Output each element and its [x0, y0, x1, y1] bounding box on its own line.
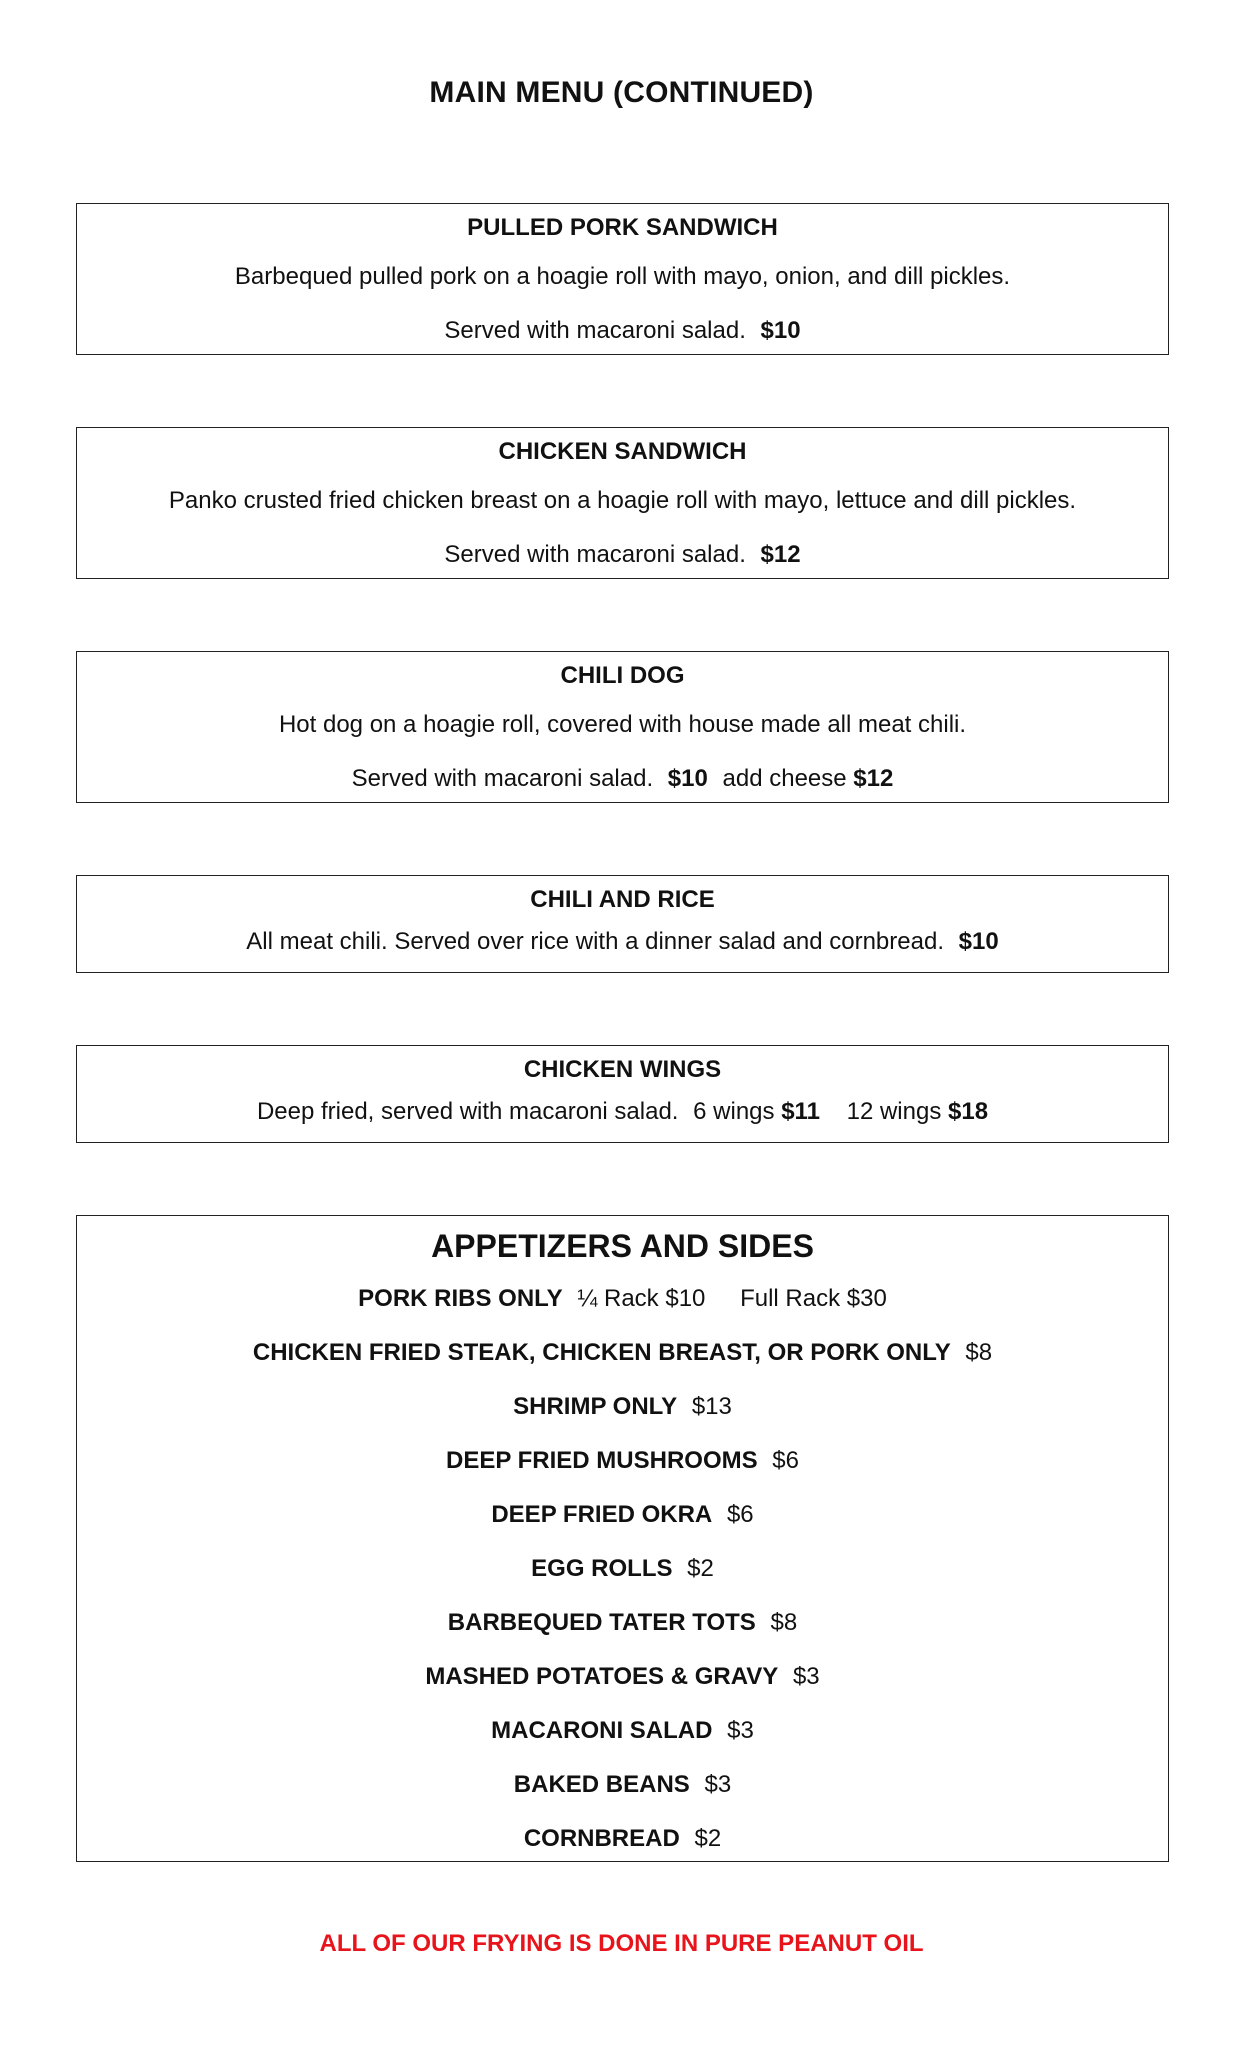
- frying-oil-note: ALL OF OUR FRYING IS DONE IN PURE PEANUT OIL: [319, 1930, 924, 1957]
- item-name: PULLED PORK SANDWICH: [467, 214, 778, 241]
- appetizer-name: CHICKEN FRIED STEAK, CHICKEN BREAST, OR PORK ONLY: [252, 1339, 951, 1366]
- appetizer-item: [77, 1758, 1168, 1812]
- item-served-line: [77, 528, 1168, 582]
- item-price: $10: [667, 765, 708, 792]
- appetizer-price: $6: [772, 1447, 799, 1474]
- appetizer-name: DEEP FRIED OKRA: [491, 1501, 713, 1528]
- item-name: CHILI DOG: [560, 662, 685, 689]
- appetizer-price: $3: [792, 1663, 820, 1690]
- appetizer-item: [77, 1380, 1168, 1434]
- item-price: $12: [760, 541, 801, 568]
- appetizer-price: $2: [694, 1825, 722, 1852]
- option-price: $11: [781, 1098, 820, 1125]
- menu-item-chicken-wings: [76, 1045, 1169, 1143]
- appetizer-price: $8: [770, 1609, 798, 1636]
- item-price: $10: [958, 928, 999, 955]
- appetizers-and-sides-section: [76, 1215, 1169, 1862]
- appetizer-name: CORNBREAD: [523, 1825, 680, 1852]
- item-description: All meat chili. Served over rice with a dinner salad and cornbread.: [246, 928, 944, 955]
- option-price: $30: [846, 1285, 887, 1312]
- appetizer-item: [77, 1704, 1168, 1758]
- appetizer-item: [77, 1326, 1168, 1380]
- appetizer-price: $6: [726, 1501, 754, 1528]
- menu-item-pulled-pork-sandwich: [76, 203, 1169, 355]
- appetizer-name: MASHED POTATOES & GRAVY: [425, 1663, 779, 1690]
- appetizer-price: $2: [687, 1555, 714, 1582]
- option-label: Full Rack: [740, 1285, 841, 1312]
- appetizer-price: $13: [691, 1393, 732, 1420]
- item-name: CHICKEN SANDWICH: [498, 438, 747, 465]
- item-description: Deep fried, served with macaroni salad.: [256, 1098, 679, 1125]
- addon-price: $12: [853, 765, 894, 792]
- appetizer-name: SHRIMP ONLY: [513, 1393, 678, 1420]
- item-price: $10: [760, 317, 801, 344]
- appetizer-name: BAKED BEANS: [513, 1771, 690, 1798]
- option-price: $18: [948, 1098, 989, 1125]
- item-description-line: [77, 1092, 1168, 1132]
- appetizer-item: [77, 1812, 1168, 1866]
- item-name: CHICKEN WINGS: [523, 1056, 722, 1083]
- item-name: CHILI AND RICE: [530, 886, 715, 913]
- option-label: 6 wings: [693, 1098, 775, 1125]
- appetizer-item-pork-ribs: [77, 1272, 1168, 1326]
- option-price: $10: [665, 1285, 706, 1312]
- served-with-text: Served with macaroni salad.: [444, 317, 746, 344]
- appetizer-price: $8: [965, 1339, 993, 1366]
- menu-item-chicken-sandwich: [76, 427, 1169, 579]
- menu-item-chili-and-rice: [76, 875, 1169, 973]
- appetizer-name: DEEP FRIED MUSHROOMS: [446, 1447, 758, 1474]
- item-description: Barbequed pulled pork on a hoagie roll with mayo, onion, and dill pickles.: [234, 263, 1011, 290]
- served-with-text: Served with macaroni salad.: [351, 765, 654, 792]
- option-label: 12 wings: [846, 1098, 942, 1125]
- appetizer-name: BARBEQUED TATER TOTS: [447, 1609, 756, 1636]
- appetizer-price: $3: [704, 1771, 732, 1798]
- served-with-text: Served with macaroni salad.: [444, 541, 746, 568]
- page-title: MAIN MENU (CONTINUED): [429, 76, 814, 109]
- item-description: Panko crusted fried chicken breast on a hoagie roll with mayo, lettuce and dill pickles.: [168, 487, 1077, 514]
- appetizer-item: [77, 1596, 1168, 1650]
- menu-item-chili-dog: [76, 651, 1169, 803]
- section-title: APPETIZERS AND SIDES: [431, 1228, 814, 1264]
- item-description-line: [77, 922, 1168, 962]
- appetizer-name: EGG ROLLS: [531, 1555, 673, 1582]
- item-served-line: [77, 752, 1168, 806]
- appetizer-item: [77, 1542, 1168, 1596]
- appetizer-item: [77, 1434, 1168, 1488]
- addon-label: add cheese: [722, 765, 847, 792]
- item-served-line: [77, 304, 1168, 358]
- appetizer-price: $3: [727, 1717, 754, 1744]
- appetizer-item: [77, 1488, 1168, 1542]
- appetizer-item: [77, 1650, 1168, 1704]
- appetizer-name: MACARONI SALAD: [491, 1717, 713, 1744]
- option-label: ¼ Rack: [577, 1285, 659, 1312]
- item-description: Hot dog on a hoagie roll, covered with house made all meat chili.: [278, 711, 967, 738]
- appetizer-name: PORK RIBS ONLY: [358, 1285, 563, 1312]
